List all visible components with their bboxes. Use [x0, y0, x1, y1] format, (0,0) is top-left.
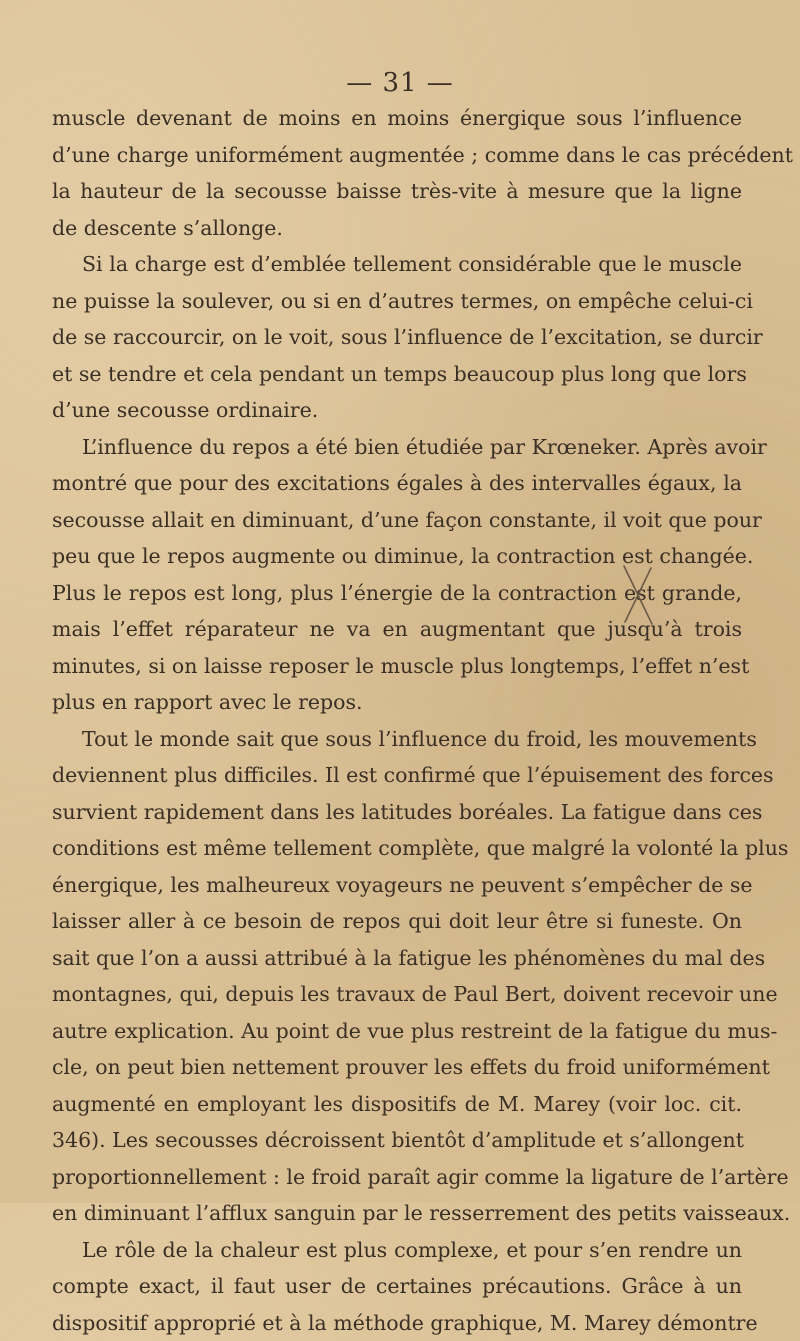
text-line: 346). Les secousses décroissent bientôt d’amplitude et s’allongent	[52, 1122, 742, 1159]
text-line: de se raccourcir, on le voit, sous l’influence de l’excitation, se durcir	[52, 319, 742, 356]
text-line: muscle devenant de moins en moins énergique sous l’influence	[52, 100, 742, 137]
text-line: Tout le monde sait que sous l’influence du froid, les mouvements	[52, 721, 742, 758]
text-line: secousse allait en diminuant, d’une façon constante, il voit que pour	[52, 502, 742, 539]
text-line: plus en rapport avec le repos.	[52, 684, 742, 721]
pencil-cross-mark-icon	[618, 562, 658, 628]
text-line: compte exact, il faut user de certaines précautions. Grâce à un	[52, 1268, 742, 1305]
text-line: dispositif approprié et à la méthode graphique, M. Marey démontre	[52, 1305, 742, 1341]
text-line: augmenté en employant les dispositifs de M. Marey (voir loc. cit.	[52, 1086, 742, 1123]
text-line: Si la charge est d’emblée tellement considérable que le muscle	[52, 246, 742, 283]
text-line: mais l’effet réparateur ne va en augmentant que jusqu’à trois	[52, 611, 742, 648]
text-line: ne puisse la soulever, ou si en d’autres termes, on empêche celui-ci	[52, 283, 742, 320]
text-line: conditions est même tellement complète, que malgré la volonté la plus	[52, 830, 742, 867]
text-line: montagnes, qui, depuis les travaux de Paul Bert, doivent recevoir une	[52, 976, 742, 1013]
text-line: cle, on peut bien nettement prouver les effets du froid uniformément	[52, 1049, 742, 1086]
text-line: énergique, les malheureux voyageurs ne peuvent s’empêcher de se	[52, 867, 742, 904]
text-line: et se tendre et cela pendant un temps beaucoup plus long que lors	[52, 356, 742, 393]
text-line: deviennent plus difficiles. Il est confirmé que l’épuisement des forces	[52, 757, 742, 794]
text-line: Plus le repos est long, plus l’énergie de la contraction est grande,	[52, 575, 742, 612]
text-line: laisser aller à ce besoin de repos qui doit leur être si funeste. On	[52, 903, 742, 940]
text-line: autre explication. Au point de vue plus restreint de la fatigue du mus-	[52, 1013, 742, 1050]
text-line: peu que le repos augmente ou diminue, la contraction est changée.	[52, 538, 742, 575]
text-line: survient rapidement dans les latitudes boréales. La fatigue dans ces	[52, 794, 742, 831]
text-line: en diminuant l’afflux sanguin par le resserrement des petits vaisseaux.	[52, 1195, 742, 1232]
text-line: de descente s’allonge.	[52, 210, 742, 247]
text-line: sait que l’on a aussi attribué à la fatigue les phénomènes du mal des	[52, 940, 742, 977]
text-line: L’influence du repos a été bien étudiée par Krœneker. Après avoir	[52, 429, 742, 466]
body-text	[52, 100, 742, 1341]
text-line: d’une secousse ordinaire.	[52, 392, 742, 429]
text-line: Le rôle de la chaleur est plus complexe, et pour s’en rendre un	[52, 1232, 742, 1269]
text-line: montré que pour des excitations égales à des intervalles égaux, la	[52, 465, 742, 502]
page-number: — 31 —	[0, 68, 800, 98]
text-line: la hauteur de la secousse baisse très-vite à mesure que la ligne	[52, 173, 742, 210]
text-line: proportionnellement : le froid paraît agir comme la ligature de l’artère	[52, 1159, 742, 1196]
text-line: minutes, si on laisse reposer le muscle plus longtemps, l’effet n’est	[52, 648, 742, 685]
text-line: d’une charge uniformément augmentée ; comme dans le cas précédent	[52, 137, 742, 174]
